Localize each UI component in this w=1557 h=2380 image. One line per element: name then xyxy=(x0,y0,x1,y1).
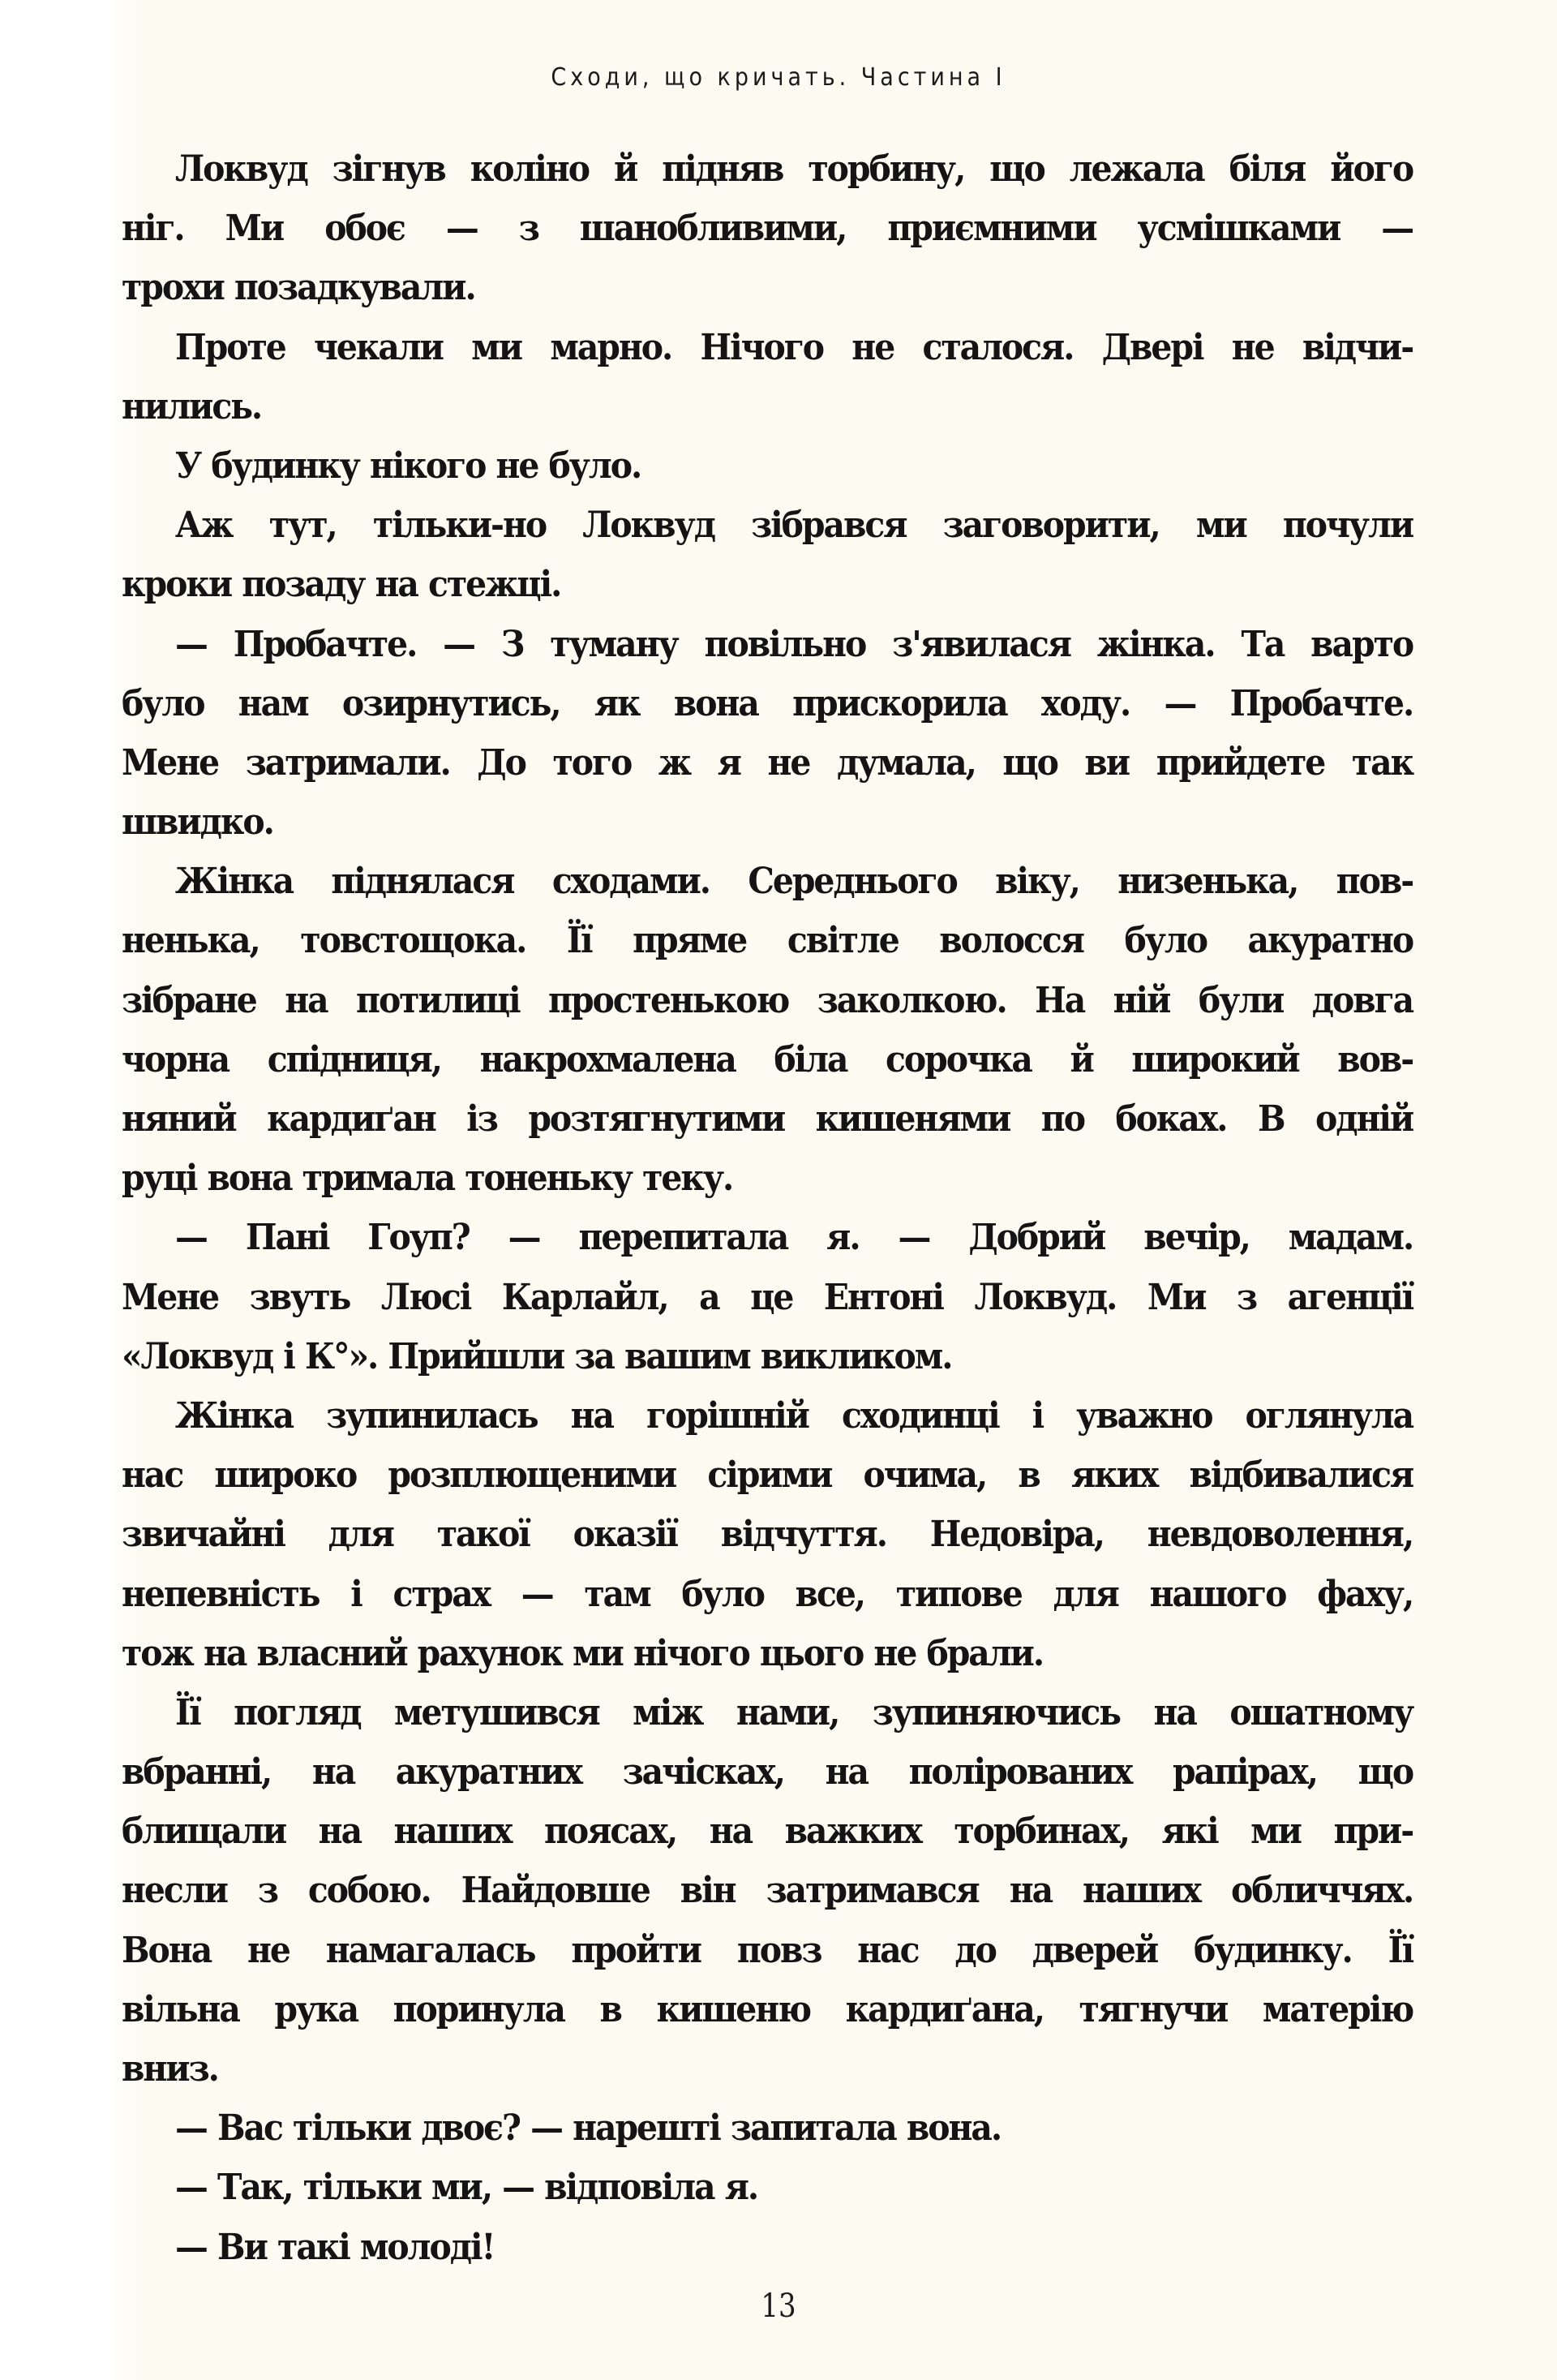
paragraph xyxy=(122,1683,1413,2099)
text-line: — Пані Гоуп? — перепитала я. — Добрий вечір, мадам. xyxy=(175,1217,1413,1259)
paragraph xyxy=(122,2218,1413,2277)
text-line: Вона не намагалась пройти повз нас до дверей будинку. Її xyxy=(122,1929,1413,1971)
paragraph xyxy=(122,615,1413,853)
text-line: блищали на наших поясах, на важких торбинах, які ми при- xyxy=(122,1811,1413,1853)
paragraph xyxy=(122,496,1413,614)
text-line: Жінка піднялася сходами. Середнього віку, низенька, пов- xyxy=(175,861,1413,903)
text-line: — Так, тільки ми, — відповіла я. xyxy=(175,2167,758,2209)
text-line: нас широко розплющеними сірими очима, в яких відбивалися xyxy=(122,1454,1413,1497)
text-line: було нам озирнутись, як вона прискорила ходу. — Пробачте. xyxy=(122,682,1413,724)
text-line: Мене звуть Люсі Карлайл, а це Ентоні Локвуд. Ми з агенції xyxy=(122,1276,1413,1318)
text-line: нились. xyxy=(122,385,262,427)
text-line: швидко. xyxy=(122,801,273,844)
text-line: звичайні для такої оказії відчуття. Недовіра, невдоволення, xyxy=(122,1514,1413,1556)
text-line: няний кардиґан із розтягнутими кишенями по боках. В одній xyxy=(122,1098,1413,1140)
text-line: зібране на потилиці простенькою заколкою. На ній були довга xyxy=(122,979,1413,1021)
text-line: — Вас тільки двоє? — нарешті запитала вона. xyxy=(175,2107,1002,2150)
text-line: ніг. Ми обоє — з шанобливими, приємними усмішками — xyxy=(122,208,1413,250)
text-line: руці вона тримала тоненьку теку. xyxy=(122,1158,733,1200)
paragraph xyxy=(122,318,1413,436)
paragraph xyxy=(122,1208,1413,1386)
paragraph xyxy=(122,2099,1413,2158)
paragraph xyxy=(122,1386,1413,1683)
text-line: Аж тут, тільки-но Локвуд зібрався заговорити, ми почули xyxy=(175,505,1413,547)
text-line: — Ви такі молоді! xyxy=(175,2226,495,2268)
running-head: Сходи, що кричать. Частина І xyxy=(551,63,1006,92)
text-line: У будинку нікого не було. xyxy=(175,445,641,487)
paragraph xyxy=(122,140,1413,318)
text-line: вбранні, на акуратних зачісках, на полірованих рапірах, що xyxy=(122,1751,1413,1794)
text-line: кроки позаду на стежці. xyxy=(122,564,561,606)
body-text xyxy=(122,140,1413,2277)
paragraph xyxy=(122,852,1413,1208)
text-line: «Локвуд і К°». Прийшли за вашим викликом. xyxy=(122,1335,952,1377)
text-line: непевність і страх — там було все, типове для нашого фаху, xyxy=(122,1573,1413,1615)
text-line: вниз. xyxy=(122,2048,218,2090)
text-line: — Пробачте. — З туману повільно з'явилася жінка. Та варто xyxy=(175,623,1413,665)
text-line: несли з собою. Найдовше він затримався на наших обличчях. xyxy=(122,1870,1413,1912)
text-line: Жінка зупинилась на горішній сходинці і уважно оглянула xyxy=(175,1394,1413,1437)
paragraph xyxy=(122,2158,1413,2217)
text-line: Проте чекали ми марно. Нічого не сталося. Двері не відчи- xyxy=(175,326,1413,368)
text-line: Локвуд зігнув коліно й підняв торбину, що лежала біля його xyxy=(175,148,1413,190)
text-line: трохи позадкували. xyxy=(122,267,475,309)
text-line: Її погляд метушився між нами, зупиняючись на ошатному xyxy=(175,1691,1413,1733)
page-number: 13 xyxy=(761,2288,796,2325)
text-line: ненька, товстощока. Її пряме світле волосся було акуратно xyxy=(122,920,1413,962)
text-line: Мене затримали. До того ж я не думала, що ви прийдете так xyxy=(122,741,1413,784)
text-line: чорна спідниця, накрохмалена біла сорочка й широкий вов- xyxy=(122,1038,1413,1080)
text-line: вільна рука поринула в кишеню кардиґана, тягнучи матерію xyxy=(122,1988,1413,2030)
paragraph xyxy=(122,436,1413,496)
text-line: тож на власний рахунок ми нічого цього не брали. xyxy=(122,1632,1044,1674)
